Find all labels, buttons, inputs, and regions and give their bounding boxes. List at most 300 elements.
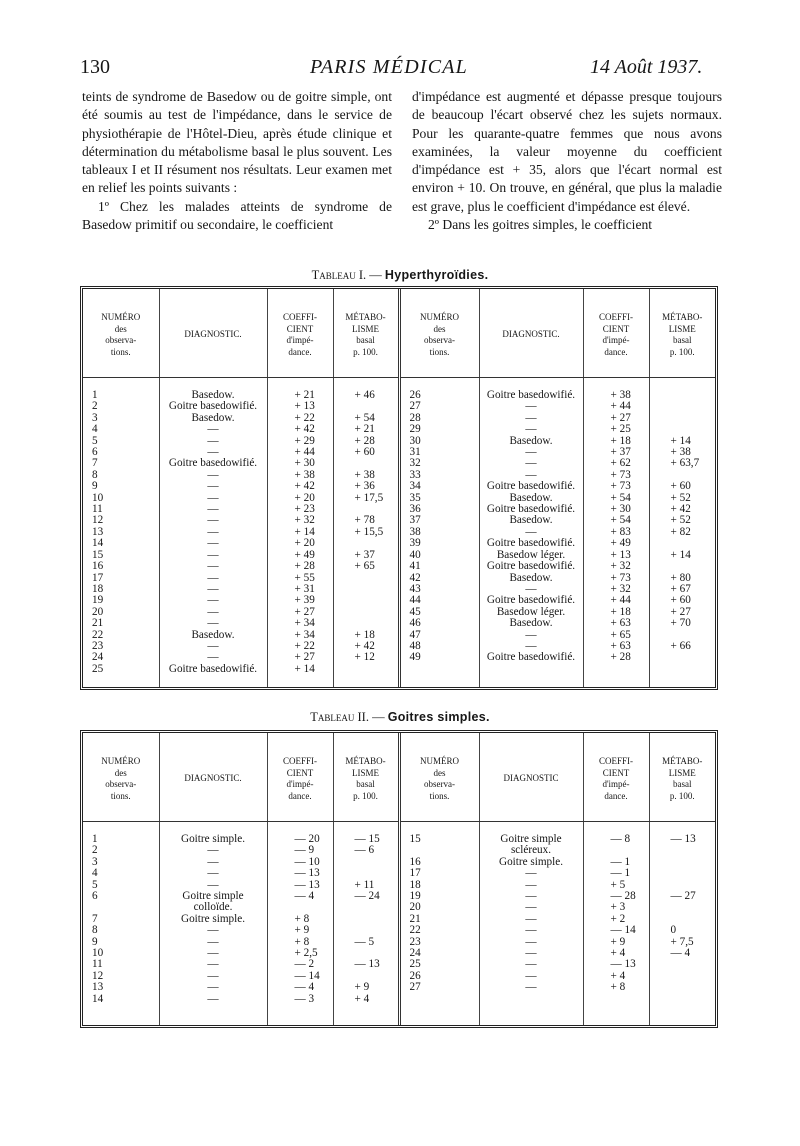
cell-value: + 42 [354, 639, 375, 652]
header-line: tions. [110, 346, 131, 357]
cell-value: — [207, 844, 219, 857]
page-number: 130 [80, 56, 110, 78]
cell-value [651, 390, 715, 401]
cell-value: — [207, 480, 219, 493]
cell-value: 33 [409, 468, 421, 481]
cell-value: + 32 [610, 582, 631, 595]
cell-value: Goitre basedowifié. [486, 389, 576, 401]
cell-value: + 23 [294, 503, 315, 516]
cell-value: + 44 [294, 446, 315, 459]
cell-value: + 15,5 [354, 525, 384, 538]
cell-value: + 60 [670, 594, 691, 607]
table [83, 733, 715, 1025]
column-numero [83, 378, 159, 688]
column-diagnostic [159, 378, 267, 688]
cell-value: — [525, 901, 537, 914]
cell-value: — 6 [354, 844, 375, 857]
cell-value: 18 [92, 582, 104, 595]
cell-value: — 15 [354, 833, 380, 845]
header-diagnostic [159, 733, 267, 822]
cell-value [651, 971, 715, 982]
cell-value: — [207, 594, 219, 607]
cell-value: — [525, 924, 537, 937]
header-line: MÉTABO- [345, 312, 386, 322]
cell-value: + 13 [610, 548, 631, 561]
cell-value: + 28 [610, 651, 631, 664]
cell-value [335, 914, 397, 925]
cell-value: 15 [409, 833, 421, 845]
column-diagnostic [159, 822, 267, 1026]
cell-value: 4 [92, 867, 98, 880]
cell-value: 1 [92, 389, 98, 401]
cell-value: — [207, 434, 219, 447]
header-line: p. 100. [353, 790, 378, 801]
header-line: DIAGNOSTIC. [502, 329, 560, 340]
cell-value: 13 [92, 981, 104, 994]
cell-value: — 4 [294, 890, 315, 903]
header-numero [83, 733, 159, 822]
cell-value: 3 [92, 411, 98, 424]
cell-value: + 65 [354, 560, 375, 573]
cell-value: + 54 [610, 514, 631, 527]
cell-value: + 66 [670, 639, 691, 652]
cell-value: — [207, 503, 219, 516]
header-line: MÉTABO- [662, 312, 703, 322]
cell-value: + 32 [294, 514, 315, 527]
cell-value: + 20 [294, 491, 315, 504]
cell-value: + 7,5 [670, 935, 694, 948]
cell-value: — 2 [294, 958, 315, 971]
column-coefficient [583, 822, 649, 1026]
cell-value: Basedow. [509, 491, 553, 504]
cell-value: + 3 [610, 901, 626, 914]
cell-value: + 29 [294, 434, 315, 447]
cell-value: — 1 [610, 855, 631, 868]
cell-value: 42 [409, 571, 421, 584]
cell-value: — [207, 605, 219, 618]
cell-value: — 27 [670, 890, 696, 903]
cell-value: + 37 [354, 548, 375, 561]
cell-value [651, 401, 715, 412]
cell-value: + 42 [294, 480, 315, 493]
text-column-right [412, 88, 722, 234]
cell-value: + 30 [610, 503, 631, 516]
cell-value: + 14 [294, 525, 315, 538]
cell-value: Basedow. [509, 434, 553, 447]
cell-value: Goitre basedowifié. [486, 594, 576, 607]
header-line: tions. [429, 790, 450, 801]
cell-value: 16 [92, 560, 104, 573]
cell-value: Goitre basedowifié. [486, 560, 576, 573]
cell-value [335, 664, 397, 675]
column-numero [83, 822, 159, 1026]
cell-value: + 44 [610, 594, 631, 607]
column-diagnostic [479, 822, 583, 1026]
cell-value: — [207, 548, 219, 561]
header-line: basal [673, 335, 692, 345]
column-metabolisme [649, 378, 715, 688]
cell-value: — [207, 571, 219, 584]
cell-value: + 5 [610, 878, 626, 891]
cell-value: — [207, 468, 219, 481]
caption-prefix: Tableau I. — [311, 268, 385, 282]
cell-value: 12 [92, 969, 104, 982]
cell-value: + 13 [294, 400, 315, 413]
cell-value: 26 [409, 389, 421, 401]
header-metabolisme [333, 733, 399, 822]
header-line: dance. [604, 790, 628, 801]
cell-value: + 21 [294, 389, 315, 401]
column-metabolisme [333, 378, 399, 688]
cell-value: + 28 [294, 560, 315, 573]
cell-value: + 28 [354, 434, 375, 447]
cell-value: + 32 [610, 560, 631, 573]
table-1-caption [0, 268, 800, 283]
cell-value: 15 [92, 548, 104, 561]
cell-value: 20 [92, 605, 104, 618]
cell-value: Goitre simple. [180, 912, 245, 925]
header-line: COEFFI- [598, 756, 633, 766]
header-line: COEFFI- [282, 312, 317, 322]
cell-value: — 8 [610, 833, 631, 845]
header-line: LISME [668, 323, 696, 334]
cell-value: + 14 [670, 434, 691, 447]
header-line: DIAGNOSTIC [503, 773, 559, 784]
cell-value: 7 [92, 912, 98, 925]
cell-value: + 49 [294, 548, 315, 561]
cell-value: + 2,5 [294, 947, 318, 960]
header-line: tions. [110, 790, 131, 801]
header-line: dance. [604, 346, 628, 357]
cell-value: + 62 [610, 457, 631, 470]
cell-value: — [207, 537, 219, 550]
cell-value: — [525, 969, 537, 982]
cell-value: — [207, 582, 219, 595]
cell-value: + 20 [294, 537, 315, 550]
cell-value: Goitre basedowifié. [486, 503, 576, 516]
cell-value: — [525, 457, 537, 470]
cell-value: + 9 [610, 935, 626, 948]
cell-value: 25 [409, 958, 421, 971]
cell-value: + 65 [610, 628, 631, 641]
cell-value: 36 [409, 503, 421, 516]
header-line: CIENT [286, 323, 314, 334]
cell-value: + 4 [610, 969, 626, 982]
cell-value: 35 [409, 491, 421, 504]
cell-value: + 34 [294, 628, 315, 641]
column-diagnostic [479, 378, 583, 688]
cell-value: 9 [92, 480, 98, 493]
cell-value [335, 607, 397, 618]
cell-value: 14 [92, 992, 104, 1005]
cell-value: — 4 [670, 947, 691, 960]
cell-value: Goitre basedowifié. [486, 480, 576, 493]
cell-value: + 27 [670, 605, 691, 618]
cell-value: — [207, 525, 219, 538]
header-coefficient [583, 733, 649, 822]
cell-value: 48 [409, 639, 421, 652]
cell-value: + 73 [610, 480, 631, 493]
cell-value: — [207, 935, 219, 948]
cell-value: + 80 [670, 571, 691, 584]
cell-value: 20 [409, 901, 421, 914]
header-line: basal [356, 779, 375, 789]
paragraph: teints de syndrome de Basedow ou de goitre simple, ont été soumis au test de l'impédance, dans le service de physiothérapie de l'Hôtel-Dieu, après étude clinique et détermination du métabolisme basal le plus souvent. Les tableaux I et II résument nos résultats. Leur examen met en relief les points suivants : [82, 89, 392, 196]
header-numero [83, 289, 159, 378]
cell-value: — 4 [294, 981, 315, 994]
cell-value: 26 [409, 969, 421, 982]
cell-value: 13 [92, 525, 104, 538]
cell-value: + 27 [294, 605, 315, 618]
cell-value: 12 [92, 514, 104, 527]
header-row [83, 289, 715, 378]
cell-value: Basedow. [191, 389, 235, 401]
cell-value: Goitre simple [182, 890, 244, 903]
header-line: des [433, 323, 446, 334]
cell-value: + 54 [354, 411, 375, 424]
journal-title: PARIS MÉDICAL [310, 56, 468, 78]
cell-value: scléreux. [510, 844, 552, 857]
cell-value: — [525, 912, 537, 925]
cell-value: 4 [92, 423, 98, 436]
cell-value: — [207, 651, 219, 664]
header-line: basal [673, 779, 692, 789]
cell-value: — 14 [610, 924, 636, 937]
cell-value: 49 [409, 651, 421, 664]
cell-value: — 13 [610, 958, 636, 971]
cell-value: — 13 [294, 878, 320, 891]
cell-value: 2 [92, 400, 98, 413]
header-line: observa- [105, 335, 137, 345]
cell-value [651, 424, 715, 435]
cell-value: 45 [409, 605, 421, 618]
column-coefficient [583, 378, 649, 688]
cell-value: 2 [92, 844, 98, 857]
cell-value [651, 868, 715, 879]
cell-value [335, 618, 397, 629]
cell-value: 11 [92, 503, 103, 516]
header-line: LISME [352, 323, 379, 334]
column-coefficient [267, 378, 333, 688]
cell-value: + 21 [354, 423, 375, 436]
header-line: NUMÉRO [101, 312, 141, 322]
cell-value: — [525, 525, 537, 538]
cell-value: 19 [92, 594, 104, 607]
cell-value: + 9 [294, 924, 310, 937]
header-diagnostic [479, 289, 583, 378]
cell-value: + 55 [294, 571, 315, 584]
header-line: CIENT [602, 323, 630, 334]
column-metabolisme [333, 822, 399, 1026]
paragraph: 1º Chez les malades atteints de syndrome de Basedow primitif ou secondaire, le coefficient [82, 198, 392, 233]
cell-value: 11 [92, 958, 103, 971]
cell-value: + 46 [354, 389, 375, 401]
header-line: dance. [288, 346, 312, 357]
cell-value: + 73 [610, 468, 631, 481]
cell-value: + 39 [294, 594, 315, 607]
cell-value: 7 [92, 457, 98, 470]
cell-value: — [207, 617, 219, 630]
cell-value: + 44 [610, 400, 631, 413]
cell-value: Basedow. [191, 628, 235, 641]
cell-value: + 27 [610, 411, 631, 424]
cell-value: Goitre basedowifié. [168, 457, 258, 470]
header-line: dance. [288, 790, 312, 801]
cell-value: + 49 [610, 537, 631, 550]
cell-value: — [525, 628, 537, 641]
cell-value: + 42 [670, 503, 691, 516]
header-line: DIAGNOSTIC. [184, 329, 242, 340]
cell-value: — [207, 514, 219, 527]
header-metabolisme [649, 289, 715, 378]
header-numero [399, 289, 479, 378]
cell-value: — [525, 981, 537, 994]
cell-value: + 52 [670, 491, 691, 504]
column-numero [399, 378, 479, 688]
cell-value: 43 [409, 582, 421, 595]
table-body-row [83, 378, 715, 688]
header-coefficient [267, 289, 333, 378]
cell-value: — [207, 958, 219, 971]
cell-value: + 22 [294, 411, 315, 424]
cell-value: + 8 [610, 981, 626, 994]
cell-value: 17 [92, 571, 104, 584]
cell-value: — [207, 969, 219, 982]
cell-value: — [207, 924, 219, 937]
header-line: MÉTABO- [345, 756, 386, 766]
cell-value: — [525, 468, 537, 481]
cell-value [651, 538, 715, 549]
cell-value: — [207, 423, 219, 436]
table-2-caption [0, 710, 800, 725]
cell-value: — [525, 400, 537, 413]
cell-value [335, 538, 397, 549]
cell-value: — [207, 878, 219, 891]
cell-value: 18 [409, 878, 421, 891]
cell-value: Goitre simple [500, 833, 562, 845]
header-line: des [433, 767, 446, 778]
cell-value: + 14 [670, 548, 691, 561]
cell-value: 21 [409, 912, 421, 925]
cell-value: 47 [409, 628, 421, 641]
cell-value: + 78 [354, 514, 375, 527]
cell-value: + 17,5 [354, 491, 384, 504]
cell-value: — 28 [610, 890, 636, 903]
header-line: p. 100. [669, 346, 695, 357]
cell-value: 1 [92, 833, 98, 845]
cell-value: 27 [409, 981, 421, 994]
cell-value: Basedow léger. [496, 605, 566, 618]
cell-value: 17 [409, 867, 421, 880]
cell-value: + 67 [670, 582, 691, 595]
text-column-left [82, 88, 392, 234]
cell-value: 40 [409, 548, 421, 561]
cell-value: — [525, 890, 537, 903]
cell-value: — [207, 947, 219, 960]
header-line: d'impé- [602, 335, 630, 345]
cell-value: 39 [409, 537, 421, 550]
header-line: COEFFI- [282, 756, 317, 766]
cell-value: 0 [670, 924, 677, 937]
cell-value: + 60 [670, 480, 691, 493]
cell-value [651, 413, 715, 424]
cell-value: Basedow. [509, 514, 553, 527]
cell-value: 22 [92, 628, 104, 641]
cell-value: 46 [409, 617, 421, 630]
cell-value: — 13 [354, 958, 380, 971]
cell-value [651, 857, 715, 868]
header-line: d'impé- [286, 779, 314, 789]
cell-value: — 20 [294, 833, 320, 845]
cell-value: + 8 [294, 935, 310, 948]
cell-value: Goitre basedowifié. [168, 400, 258, 413]
caption-prefix: Tableau II. — [310, 710, 388, 724]
header-line: tions. [429, 346, 450, 357]
header-line: LISME [352, 767, 379, 778]
cell-value: + 12 [354, 651, 375, 664]
cell-value: 30 [409, 434, 421, 447]
table-body-row [83, 822, 715, 1026]
cell-value: 22 [409, 924, 421, 937]
cell-value: 6 [92, 446, 98, 459]
cell-value: 5 [92, 434, 98, 447]
header-line: CIENT [286, 767, 314, 778]
cell-value: 10 [92, 491, 104, 504]
cell-value: 21 [92, 617, 104, 630]
caption-title: Goitres simples. [387, 710, 490, 724]
issue-date: 14 Août 1937. [590, 56, 703, 78]
cell-value: 34 [409, 480, 421, 493]
cell-value: — [525, 867, 537, 880]
cell-value [335, 925, 397, 936]
cell-value: 38 [409, 525, 421, 538]
header-line: observa- [105, 779, 137, 789]
header-line: des [114, 323, 127, 334]
cell-value: + 38 [354, 468, 375, 481]
cell-value: — 5 [354, 935, 375, 948]
cell-value: 14 [92, 537, 104, 550]
cell-value: 8 [92, 468, 98, 481]
cell-value: + 4 [610, 947, 626, 960]
cell-value: — 24 [354, 890, 380, 903]
cell-value: + 31 [294, 582, 315, 595]
cell-value: 32 [409, 457, 421, 470]
cell-value: + 18 [354, 628, 375, 641]
cell-value: + 63 [610, 639, 631, 652]
cell-value: + 2 [610, 912, 626, 925]
cell-value: Basedow. [191, 411, 235, 424]
cell-value: — [207, 560, 219, 573]
cell-value [651, 902, 715, 913]
cell-value: — [525, 446, 537, 459]
cell-value: — [207, 639, 219, 652]
cell-value: 16 [409, 855, 421, 868]
cell-value [651, 914, 715, 925]
header-line: observa- [424, 779, 455, 789]
header-line: MÉTABO- [662, 756, 703, 766]
cell-value: — [525, 935, 537, 948]
cell-value: — [525, 878, 537, 891]
cell-value: + 73 [610, 571, 631, 584]
header-line: DIAGNOSTIC. [184, 773, 242, 784]
cell-value [335, 573, 397, 584]
cell-value: 23 [409, 935, 421, 948]
header-metabolisme [333, 289, 399, 378]
cell-value [335, 857, 397, 868]
paragraph: 2º Dans les goitres simples, le coefficient [428, 217, 653, 233]
cell-value: — 3 [294, 992, 315, 1005]
cell-value: + 11 [354, 878, 375, 891]
